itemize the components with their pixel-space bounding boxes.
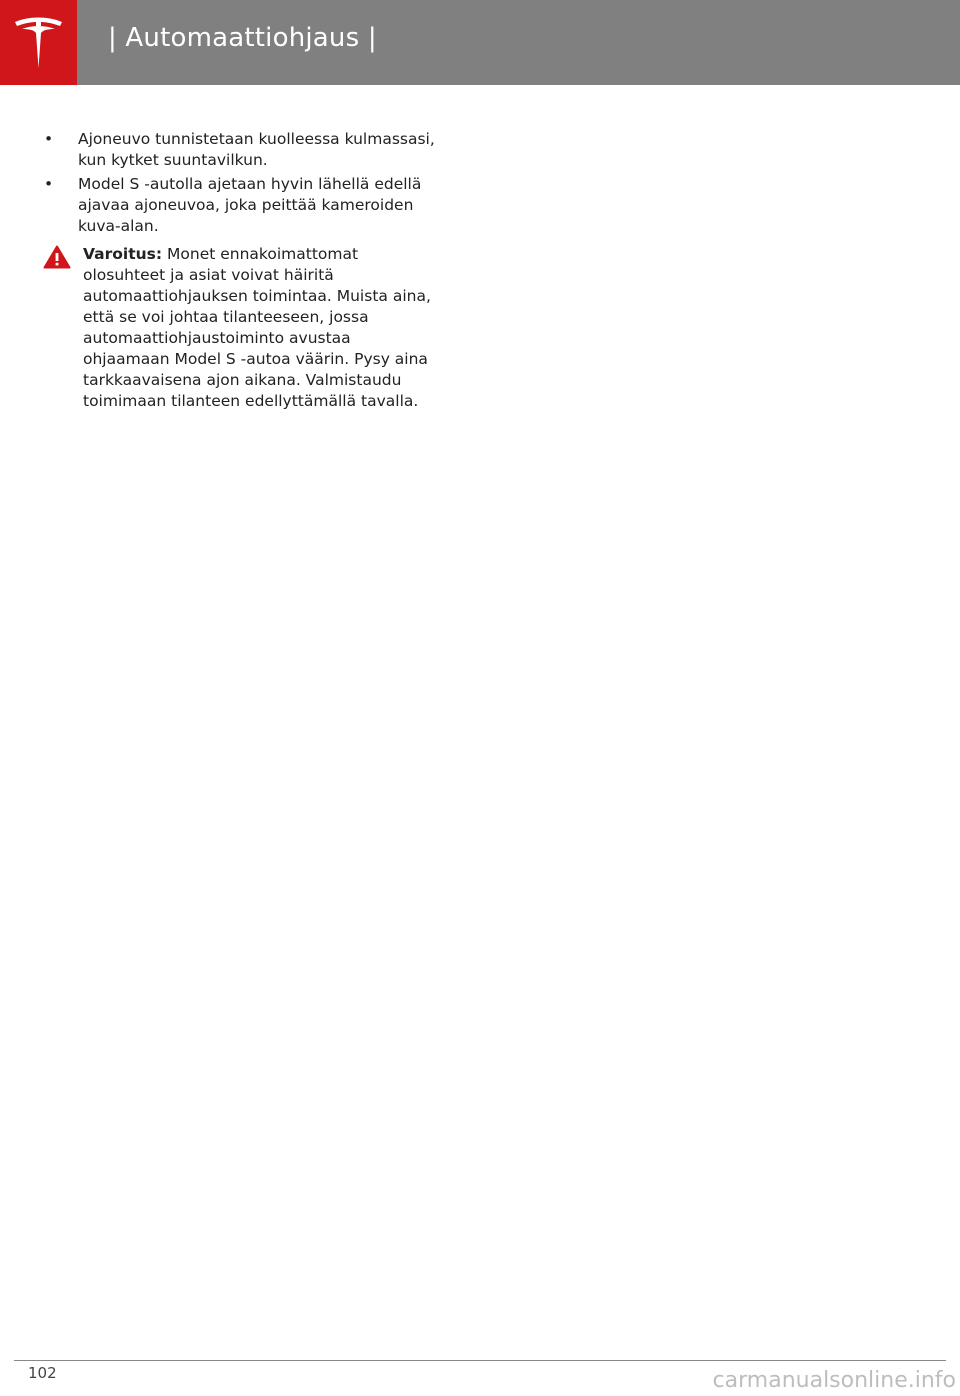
footer-divider [14,1360,946,1361]
list-item [40,129,440,171]
list-item [40,174,440,237]
page-number: 102 [28,1364,57,1382]
page-content [40,129,440,412]
warning-text: Monet ennakoimattomat olosuhteet ja asiat voivat häiritä automaattiohjauksen toimintaa. Muista aina, että se voi johtaa tilanteeseen, jossa automaattiohjaustoiminto avustaa ohjaamaan Model S -autoa väärin. Pysy aina tarkkaavaisena ajon aikana. Valmistaudu toimimaan tilanteen edellyttämällä tavalla. [83,245,431,410]
list-item-text: Ajoneuvo tunnistetaan kuolleessa kulmassasi, kun kytket suuntavilkun. [78,130,435,169]
bullet-list [40,129,440,237]
brand-logo-box [0,0,77,85]
watermark: carmanualsonline.info [712,1368,956,1393]
warning-label: Varoitus: [83,245,163,263]
tesla-logo-icon [12,16,65,70]
warning-triangle-icon [43,245,71,269]
list-item-text: Model S -autolla ajetaan hyvin lähellä edellä ajavaa ajoneuvoa, joka peittää kameroiden kuva-alan. [78,175,422,235]
bullet-icon: • [44,130,54,148]
section-title: | Automaattiohjaus | [108,23,377,53]
bullet-icon: • [44,175,54,193]
warning-note [40,244,440,412]
page-header [0,0,960,85]
